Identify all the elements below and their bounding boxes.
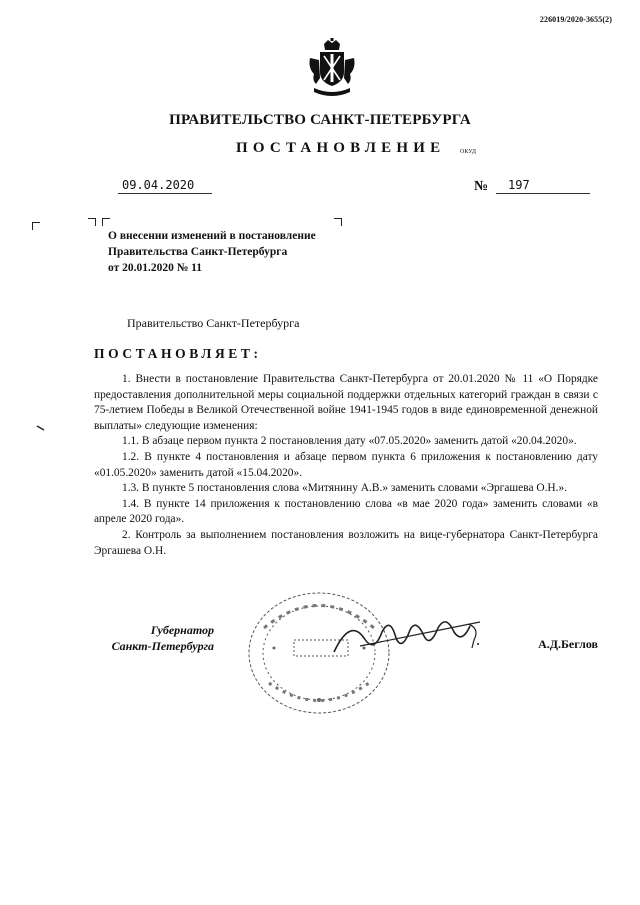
number-label: № — [474, 179, 489, 194]
st-petersburg-coat-of-arms-icon — [306, 38, 358, 98]
government-title: ПРАВИТЕЛЬСТВО САНКТ-ПЕТЕРБУРГА — [169, 112, 471, 128]
stray-mark — [36, 424, 46, 432]
okud-label: ОКУД — [460, 149, 476, 155]
body-paragraph: 1.1. В абзаце первом пункта 2 постановления дату «07.05.2020» заменить датой «20.04.2020». — [122, 435, 577, 448]
document-date: 09.04.2020 — [118, 177, 212, 194]
corner-bracket — [32, 222, 40, 230]
subject-line: Правительства Санкт-Петербурга — [108, 246, 288, 258]
corner-bracket — [88, 218, 96, 226]
subject-line: от 20.01.2020 № 11 — [108, 262, 203, 274]
subject-line: О внесении изменений в постановление — [108, 230, 316, 242]
document-id: 226019/2020-3655(2) — [539, 15, 612, 24]
resolves-heading: ПОСТАНОВЛЯЕТ: — [94, 346, 262, 361]
intro-text: Правительство Санкт-Петербурга — [127, 316, 300, 330]
document-body — [94, 372, 598, 559]
body-paragraph: 2. Контроль за выполнением постановления возложить на вице-губернатора Санкт-Петербурга Эргашева О.Н. — [94, 528, 598, 557]
corner-bracket — [334, 218, 342, 226]
document-type: ПОСТАНОВЛЕНИЕ — [236, 140, 446, 156]
document-subject — [108, 228, 368, 276]
body-paragraph: 1.3. В пункте 5 постановления слова «Митянину А.В.» заменить словами «Эргашева О.Н.». — [122, 482, 568, 495]
handwritten-signature-icon — [330, 608, 490, 668]
position-line: Санкт-Петербурга — [111, 639, 214, 653]
document-number: 197 — [496, 177, 590, 194]
body-paragraph: 1. Внести в постановление Правительства Санкт-Петербурга от 20.01.2020 № 11 «О Порядке предоставления дополнительной меры социальной поддержки отдельных категорий граждан в связи с 75-летием Победы в Великой Отечественной войне 1941-1945 годов в виде единовременной денежной выплаты» следующие изменения: — [94, 373, 598, 432]
body-paragraph: 1.2. В пункте 4 постановления и абзаце первом пункта 6 приложения к постановлению дату «01.05.2020» заменить датой «15.04.2020». — [94, 450, 598, 479]
body-paragraph: 1.4. В пункте 14 приложения к постановлению слова «в мае 2020 года» заменить словами «в апреле 2020 года». — [94, 497, 598, 526]
signer-name: А.Д.Беглов — [538, 637, 598, 651]
signer-position — [92, 622, 214, 654]
position-line: Губернатор — [150, 623, 214, 637]
corner-bracket — [102, 218, 110, 226]
